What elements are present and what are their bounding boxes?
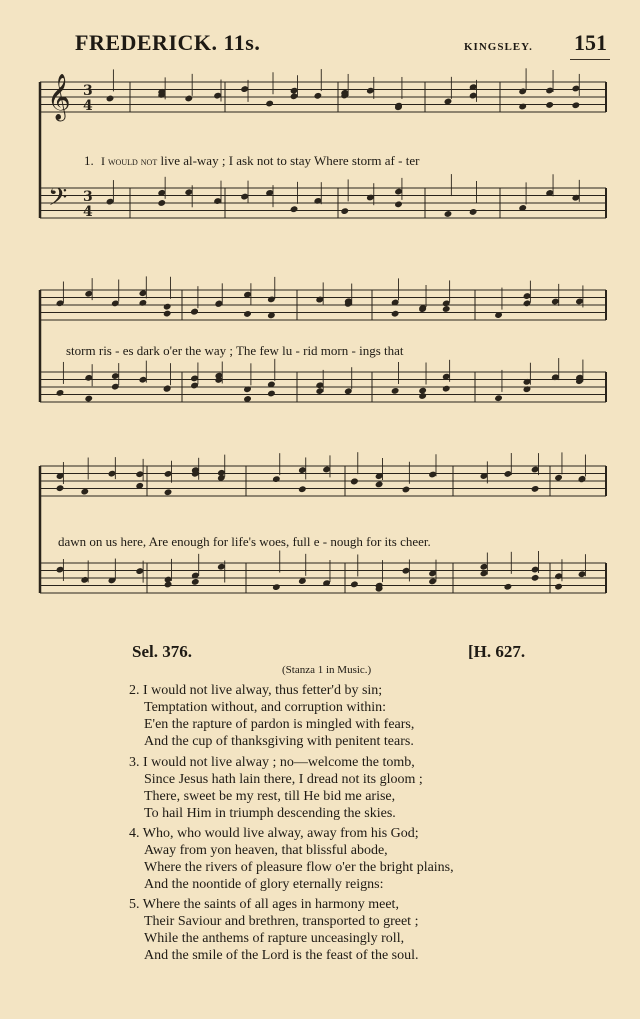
- stanza-line: E'en the rapture of pardon is mingled with fears,: [144, 717, 415, 732]
- tune-meter: 11s.: [223, 30, 261, 55]
- stanza-line: And the smile of the Lord is the feast of the soul.: [144, 948, 419, 963]
- stanza-line: [129, 825, 454, 842]
- note-head: [418, 392, 427, 400]
- note-head: [163, 310, 172, 318]
- lyric-line-2: storm ris - es dark o'er the way ; The few lu - rid morn - ings that: [66, 343, 404, 358]
- note-head: [442, 385, 451, 393]
- note-head: [554, 474, 563, 482]
- note-head: [314, 92, 323, 100]
- note-head: [298, 485, 307, 493]
- note-head: [545, 101, 554, 109]
- note-head: [523, 385, 532, 393]
- note-head: [84, 395, 93, 403]
- note-head: [56, 484, 65, 492]
- lyric-first-word: I would not: [101, 154, 158, 168]
- note-head: [56, 389, 65, 397]
- note-head: [531, 485, 540, 493]
- note-head: [265, 100, 274, 108]
- stanza-line: Away from yon heaven, that blissful abode,: [144, 843, 388, 858]
- time-signature-digit: 3: [83, 83, 93, 99]
- stanza-line-text: I would not live alway ; no—welcome the tomb,: [143, 755, 415, 770]
- note-head: [350, 580, 359, 588]
- stanza-line: And the noontide of glory eternally reigns:: [144, 877, 384, 892]
- stanza-number: 5.: [129, 897, 140, 912]
- stanza-number: 3.: [129, 755, 140, 770]
- page-number: 151: [574, 30, 607, 55]
- stanza-line: To hail Him in triumph descending the skies.: [144, 806, 396, 821]
- note-head: [157, 199, 166, 207]
- note-head: [290, 205, 299, 213]
- stanza-line: And the cup of thanksgiving with penitent tears.: [144, 734, 414, 749]
- note-head: [391, 310, 400, 318]
- note-head: [444, 210, 453, 218]
- note-head: [578, 476, 587, 484]
- tune-name: FREDERICK.: [75, 30, 218, 55]
- music-systems: [40, 68, 606, 593]
- selection-number: Sel. 376.: [132, 642, 192, 661]
- stanza-line-text: Who, who would live alway, away from his God;: [142, 826, 419, 841]
- lyric-stanza-number: 1.: [84, 153, 94, 168]
- stanza-line: There, sweet be my rest, till He bid me arise,: [144, 789, 396, 804]
- note-head: [504, 583, 513, 591]
- note-head: [163, 303, 172, 311]
- note-head: [554, 583, 563, 591]
- stanza-line: [129, 754, 423, 771]
- note-head: [267, 390, 276, 398]
- note-head: [272, 583, 281, 591]
- stanza-number: 4.: [129, 826, 140, 841]
- stanza-3: [129, 754, 423, 822]
- stanza-number: 2.: [129, 683, 140, 698]
- note-head: [442, 305, 451, 313]
- stanza-line: Since Jesus hath lain there, I dread not its gloom ;: [144, 772, 423, 787]
- treble-clef-icon: 𝄞: [47, 74, 71, 120]
- composer-name: KINGSLEY.: [464, 41, 533, 53]
- stanza-line: While the anthems of rapture unceasingly roll,: [144, 931, 405, 946]
- note-head: [375, 481, 384, 489]
- note-head: [243, 310, 252, 318]
- note-head: [518, 103, 527, 111]
- note-head: [164, 488, 173, 496]
- lyric-line-3: dawn on us here, Are enough for life's woes, full e - nough for its cheer.: [58, 534, 431, 549]
- stanza-line: Temptation without, and corruption within:: [144, 700, 387, 715]
- note-head: [572, 101, 581, 109]
- note-head: [469, 208, 478, 216]
- note-head: [340, 207, 349, 215]
- stanza-line: Where the rivers of pleasure flow o'er the bright plains,: [144, 860, 454, 875]
- stanza-5: [129, 896, 419, 964]
- time-signature-digit: 4: [83, 98, 93, 114]
- stanza-line-text: Where the saints of all ages in harmony meet,: [142, 897, 399, 912]
- stanza-4: [129, 825, 454, 893]
- note-head: [190, 308, 199, 316]
- stanza-line: Their Saviour and brethren, transported to greet ;: [144, 914, 419, 929]
- hymn-reference: [H. 627.: [468, 642, 526, 661]
- stanza-2: [129, 682, 414, 750]
- note-head: [531, 574, 540, 582]
- time-signature-digit: 4: [83, 204, 93, 220]
- note-head: [191, 578, 200, 586]
- note-head: [272, 475, 281, 483]
- bass-clef-icon: 𝄢: [48, 183, 68, 218]
- note-head: [402, 486, 411, 494]
- lyric-line-1-rest: live al-way ; I ask not to stay Where storm af - ter: [160, 153, 420, 168]
- note-head: [394, 200, 403, 208]
- note-head: [139, 299, 148, 307]
- stanza-line: [129, 896, 419, 913]
- stanza-line-text: I would not live alway, thus fetter'd by sin;: [143, 683, 383, 698]
- stanza-line: [129, 682, 414, 699]
- stanza-note: (Stanza 1 in Music.): [282, 664, 372, 676]
- note-head: [391, 387, 400, 395]
- note-head: [163, 385, 172, 393]
- time-signature-digit: 3: [83, 189, 93, 205]
- note-head: [350, 478, 359, 486]
- lyric-line-1: [84, 153, 419, 169]
- note-head: [494, 394, 503, 402]
- note-head: [106, 95, 115, 103]
